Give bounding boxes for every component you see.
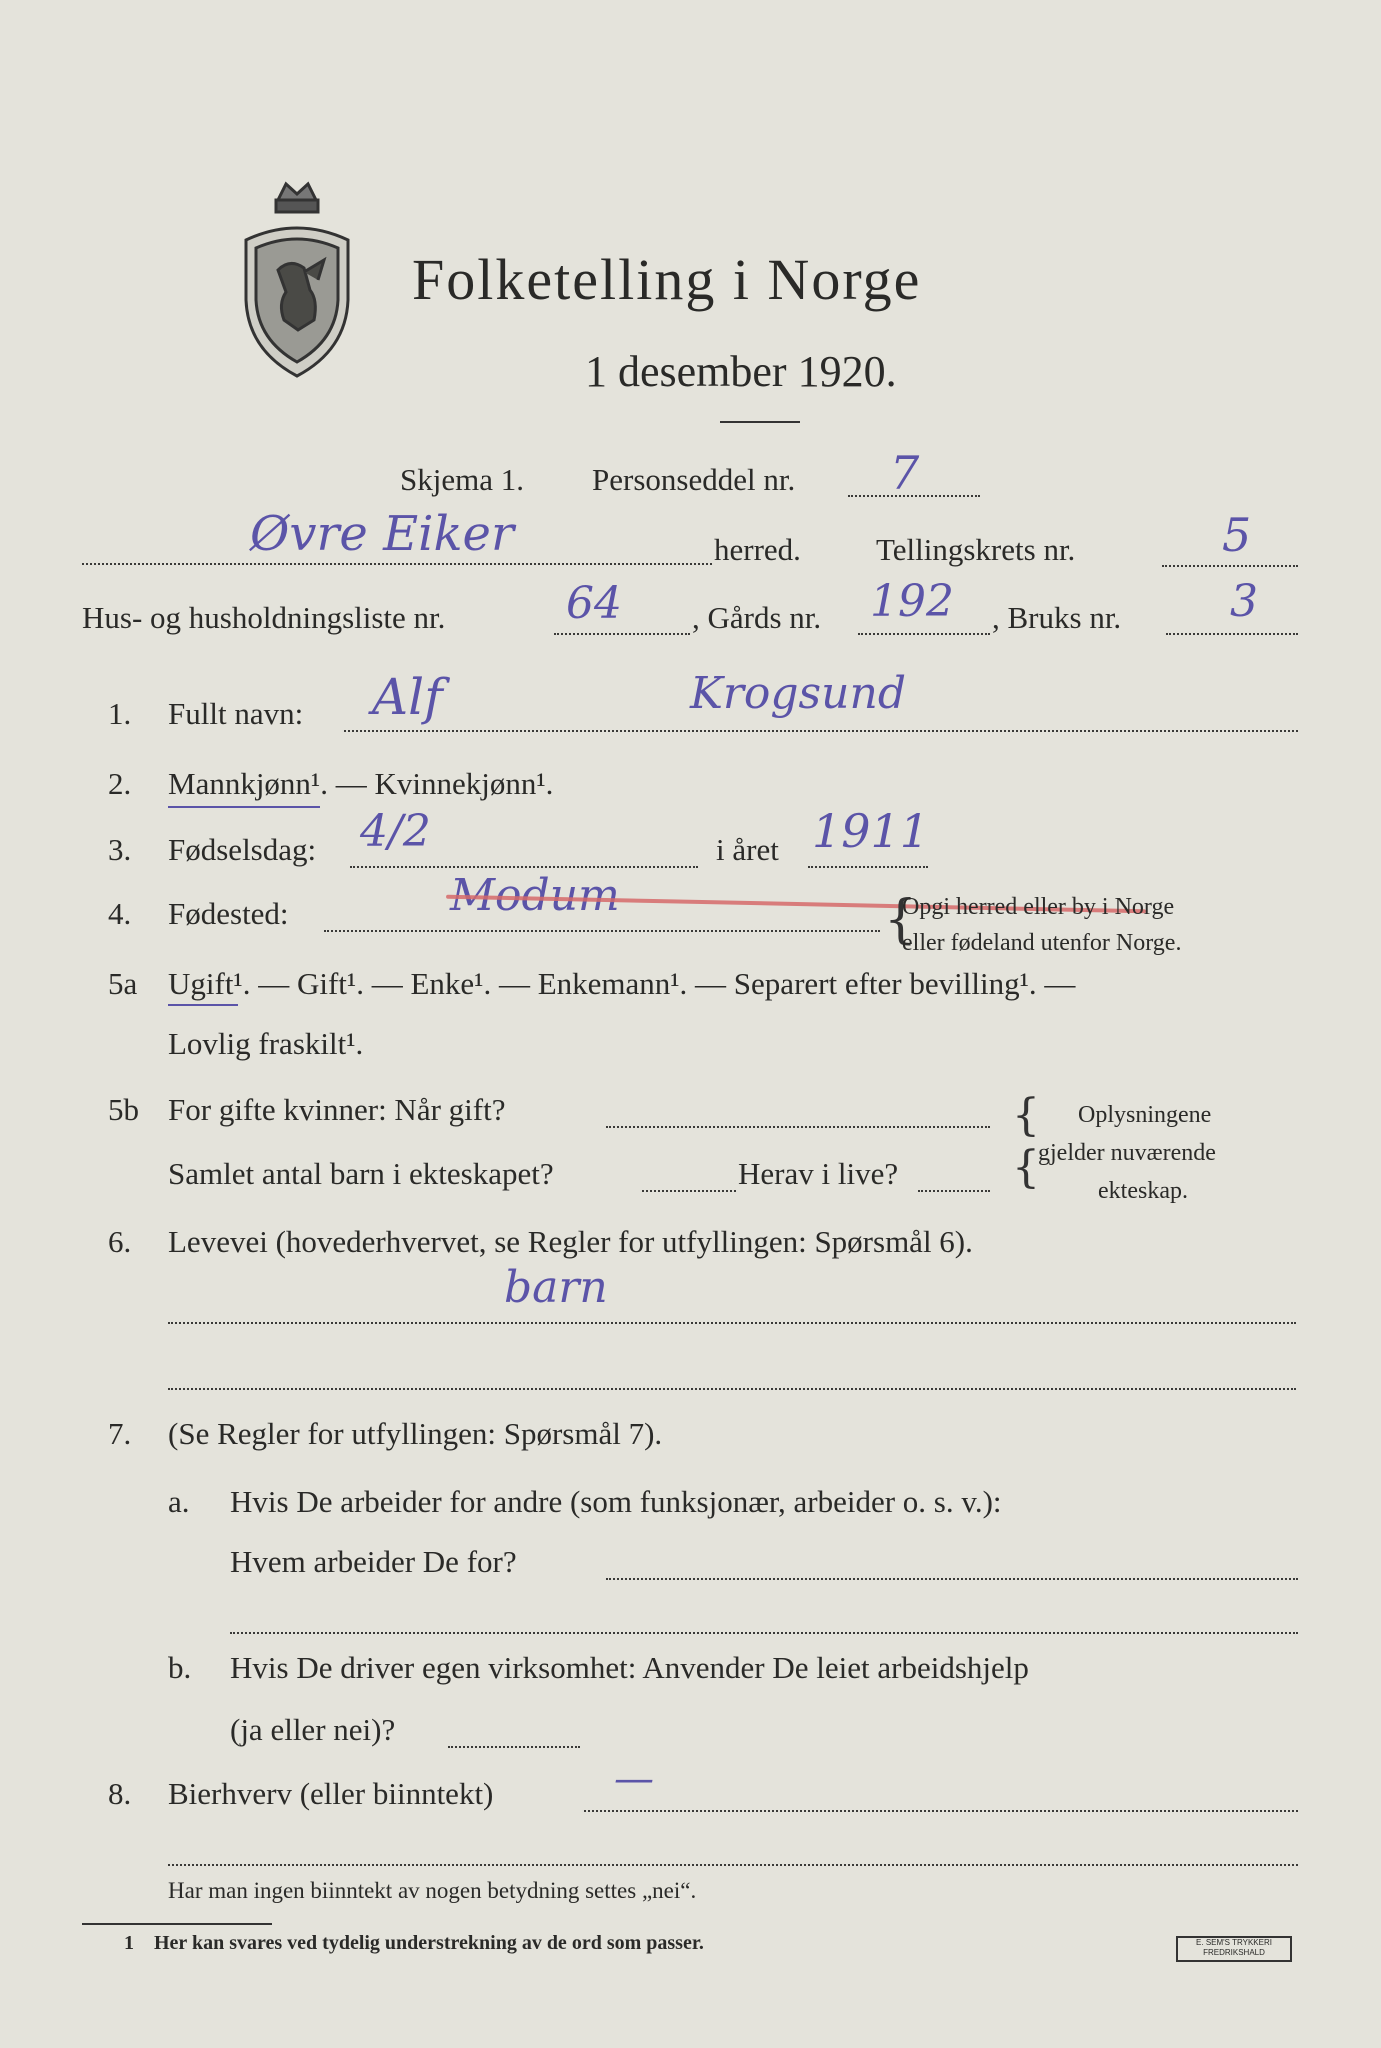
personseddel-value: 7	[890, 446, 920, 500]
q1-label: Fullt navn:	[168, 696, 304, 731]
birthplace-value: Modum	[450, 870, 620, 921]
footnote-rule	[82, 1923, 272, 1925]
birthplace-field[interactable]	[324, 930, 880, 932]
birthplace-note-2: eller fødeland utenfor Norge.	[902, 930, 1182, 956]
marriage-note-2: gjelder nuværende	[1038, 1140, 1216, 1166]
birthplace-brace: {	[884, 890, 918, 950]
first-name-value: Alf	[372, 668, 443, 726]
q7-label: (Se Regler for utfyllingen: Spørsmål 7).	[168, 1416, 663, 1451]
mannkjonn-underline	[168, 806, 320, 808]
footnote-number: 1	[124, 1932, 134, 1954]
bruks-field[interactable]	[1166, 633, 1298, 635]
title-divider	[720, 421, 800, 423]
hus-value: 64	[566, 578, 622, 629]
married-when-field[interactable]	[606, 1126, 990, 1128]
year-label: i året	[716, 832, 779, 867]
q6-number: 6.	[108, 1224, 132, 1259]
q5b-alive-label: Herav i live?	[738, 1156, 899, 1191]
tellingskrets-label: Tellingskrets nr.	[876, 532, 1076, 567]
herred-label: herred.	[714, 532, 801, 567]
hus-field[interactable]	[554, 633, 690, 635]
occupation-field-2[interactable]	[168, 1388, 1296, 1390]
side-income-field[interactable]	[584, 1810, 1298, 1812]
q5a-line-1: Ugift¹. — Gift¹. — Enke¹. — Enkemann¹. — Separert efter bevilling¹. —	[168, 966, 1076, 1001]
q4-label: Fødested:	[168, 896, 289, 931]
q5a-line-2: Lovlig fraskilt¹.	[168, 1026, 364, 1061]
q2-number: 2.	[108, 766, 132, 801]
hus-label: Hus- og husholdningsliste nr.	[82, 600, 446, 635]
birthday-value: 4/2	[360, 806, 431, 857]
printer-stamp: E. SEM'S TRYKKERI FREDRIKSHALD	[1176, 1936, 1292, 1962]
q1-number: 1.	[108, 696, 132, 731]
marriage-note-3: ekteskap.	[1098, 1178, 1188, 1204]
norwegian-coat-of-arms-icon	[238, 180, 356, 380]
q7b-line-2: (ja eller nei)?	[230, 1712, 396, 1747]
hired-help-field[interactable]	[448, 1746, 580, 1748]
personseddel-label: Personseddel nr.	[592, 462, 796, 497]
q7b-line-1: Hvis De driver egen virksomhet: Anvender De leiet arbeidshjelp	[230, 1650, 1029, 1685]
bruks-label: , Bruks nr.	[992, 600, 1122, 635]
herred-value: Øvre Eiker	[250, 506, 514, 562]
gards-field[interactable]	[858, 633, 990, 635]
q5a-number: 5a	[108, 966, 138, 1001]
birth-year-value: 1911	[812, 804, 930, 858]
birth-year-field[interactable]	[808, 866, 928, 868]
footer-note: Har man ingen biinntekt av nogen betydning settes „nei“.	[168, 1878, 697, 1903]
q7a-line-2: Hvem arbeider De for?	[230, 1544, 517, 1579]
q8-number: 8.	[108, 1776, 132, 1811]
q5b-line-1: For gifte kvinner: Når gift?	[168, 1092, 506, 1127]
birthplace-note-1: Opgi herred eller by i Norge	[902, 894, 1175, 920]
skjema-label: Skjema 1.	[400, 462, 524, 497]
q5b-children-label: Samlet antal barn i ekteskapet?	[168, 1156, 554, 1191]
employer-field-1[interactable]	[606, 1578, 1298, 1580]
q3-label: Fødselsdag:	[168, 832, 317, 867]
q7a-letter: a.	[168, 1484, 190, 1519]
side-income-field-2[interactable]	[168, 1864, 1298, 1866]
alive-field[interactable]	[918, 1190, 990, 1192]
tellingskrets-value: 5	[1222, 508, 1252, 562]
ugift-underline	[168, 1004, 238, 1006]
q2-label: Mannkjønn¹. — Kvinnekjønn¹.	[168, 766, 554, 801]
herred-field[interactable]	[82, 563, 712, 565]
marriage-note-1: Oplysningene	[1078, 1102, 1212, 1128]
birthday-field[interactable]	[350, 866, 698, 868]
children-field[interactable]	[642, 1190, 736, 1192]
q8-label: Bierhverv (eller biinntekt)	[168, 1776, 494, 1811]
form-date: 1 desember 1920.	[585, 347, 897, 396]
last-name-value: Krogsund	[690, 668, 906, 719]
form-title: Folketelling i Norge	[412, 247, 922, 312]
q6-label: Levevei (hovederhvervet, se Regler for utfyllingen: Spørsmål 6).	[168, 1224, 973, 1259]
full-name-field[interactable]	[344, 730, 1298, 732]
q7b-letter: b.	[168, 1650, 192, 1685]
tellingskrets-field[interactable]	[1162, 565, 1298, 567]
gards-value: 192	[870, 576, 954, 627]
gards-label: , Gårds nr.	[692, 600, 822, 635]
bruks-value: 3	[1230, 576, 1258, 627]
footnote-text: Her kan svares ved tydelig understrekning av de ord som passer.	[154, 1932, 704, 1954]
q7-number: 7.	[108, 1416, 132, 1451]
q3-number: 3.	[108, 832, 132, 867]
occupation-value: barn	[504, 1262, 608, 1313]
employer-field-2[interactable]	[230, 1632, 1298, 1634]
q7a-line-1: Hvis De arbeider for andre (som funksjonær, arbeider o. s. v.):	[230, 1484, 1002, 1519]
q4-number: 4.	[108, 896, 132, 931]
occupation-field-1[interactable]	[168, 1322, 1296, 1324]
q5b-number: 5b	[108, 1092, 139, 1127]
side-income-value: —	[614, 1756, 654, 1802]
marriage-brace: { {	[1012, 1090, 1040, 1193]
